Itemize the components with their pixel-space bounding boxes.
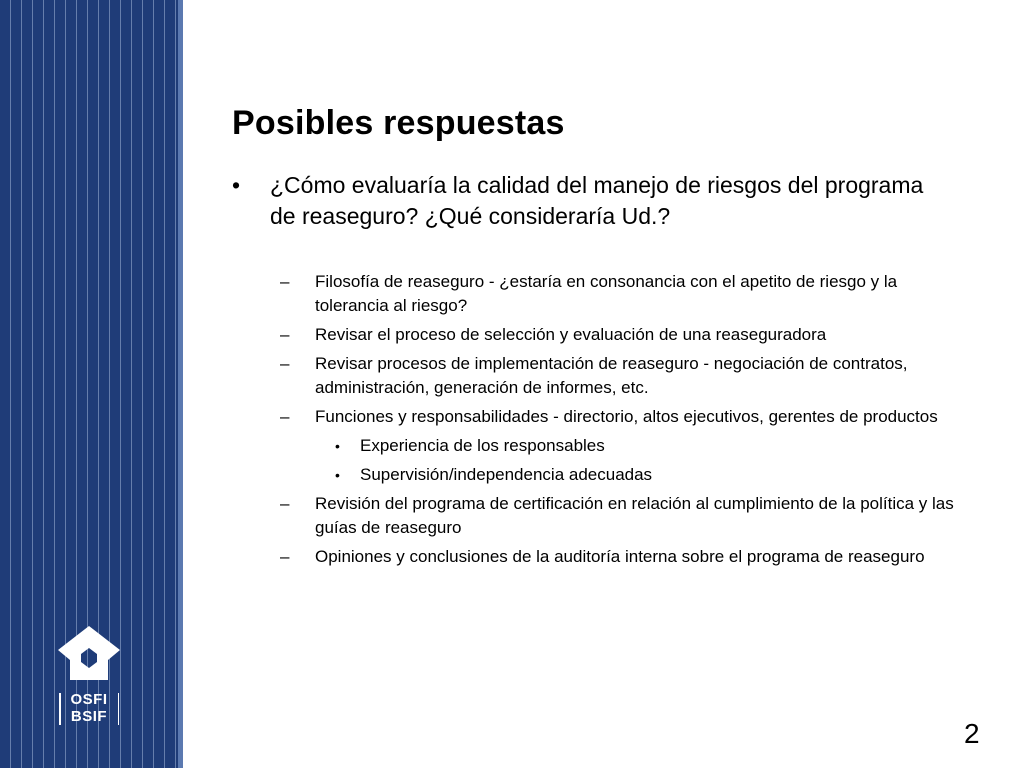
main-bullet (232, 170, 932, 232)
slide-title: Posibles respuestas (232, 104, 565, 142)
list-item (280, 323, 960, 347)
bullet-marker: • (232, 172, 241, 198)
list-item (280, 270, 960, 318)
logo-line-1: OSFI (70, 691, 108, 708)
logo-text (56, 691, 122, 725)
list-item-text: Revisar procesos de implementación de reaseguro - negociación de contratos, administración, generación de informes, etc. (315, 354, 908, 397)
decorative-sidebar (0, 0, 183, 768)
list-item (280, 492, 960, 540)
list-item (280, 352, 960, 400)
logo-bar-left (59, 693, 61, 725)
bullet-marker: • (335, 438, 340, 454)
dash-marker: – (280, 547, 290, 566)
logo-bar-right (118, 693, 120, 725)
list-item-text: Experiencia de los responsables (360, 436, 605, 455)
list-item-text: Revisión del programa de certificación en relación al cumplimiento de la política y las guías de reaseguro (315, 494, 954, 537)
list-item-text: Revisar el proceso de selección y evaluación de una reaseguradora (315, 325, 827, 344)
list-item-text: Filosofía de reaseguro - ¿estaría en consonancia con el apetito de riesgo y la tolerancia al riesgo? (315, 272, 898, 315)
nested-list-item (335, 463, 960, 487)
page-number: 2 (964, 718, 980, 749)
osfi-logo (56, 624, 122, 730)
dash-marker: – (280, 407, 290, 426)
list-item-text: Supervisión/independencia adecuadas (360, 465, 653, 484)
main-bullet-text: ¿Cómo evaluaría la calidad del manejo de riesgos del programa de reaseguro? ¿Qué consideraría Ud.? (270, 172, 924, 229)
list-item (280, 545, 960, 569)
nested-list-item (335, 434, 960, 458)
list-item (280, 405, 960, 429)
dash-marker: – (280, 354, 290, 373)
list-item-text: Opiniones y conclusiones de la auditoría interna sobre el programa de reaseguro (315, 547, 925, 566)
sub-list (280, 270, 960, 574)
osfi-emblem-icon (56, 624, 122, 684)
logo-line-2: BSIF (70, 708, 108, 725)
dash-marker: – (280, 494, 290, 513)
list-item-text: Funciones y responsabilidades - directorio, altos ejecutivos, gerentes de productos (315, 407, 938, 426)
dash-marker: – (280, 325, 290, 344)
dash-marker: – (280, 272, 290, 291)
bullet-marker: • (335, 467, 340, 483)
